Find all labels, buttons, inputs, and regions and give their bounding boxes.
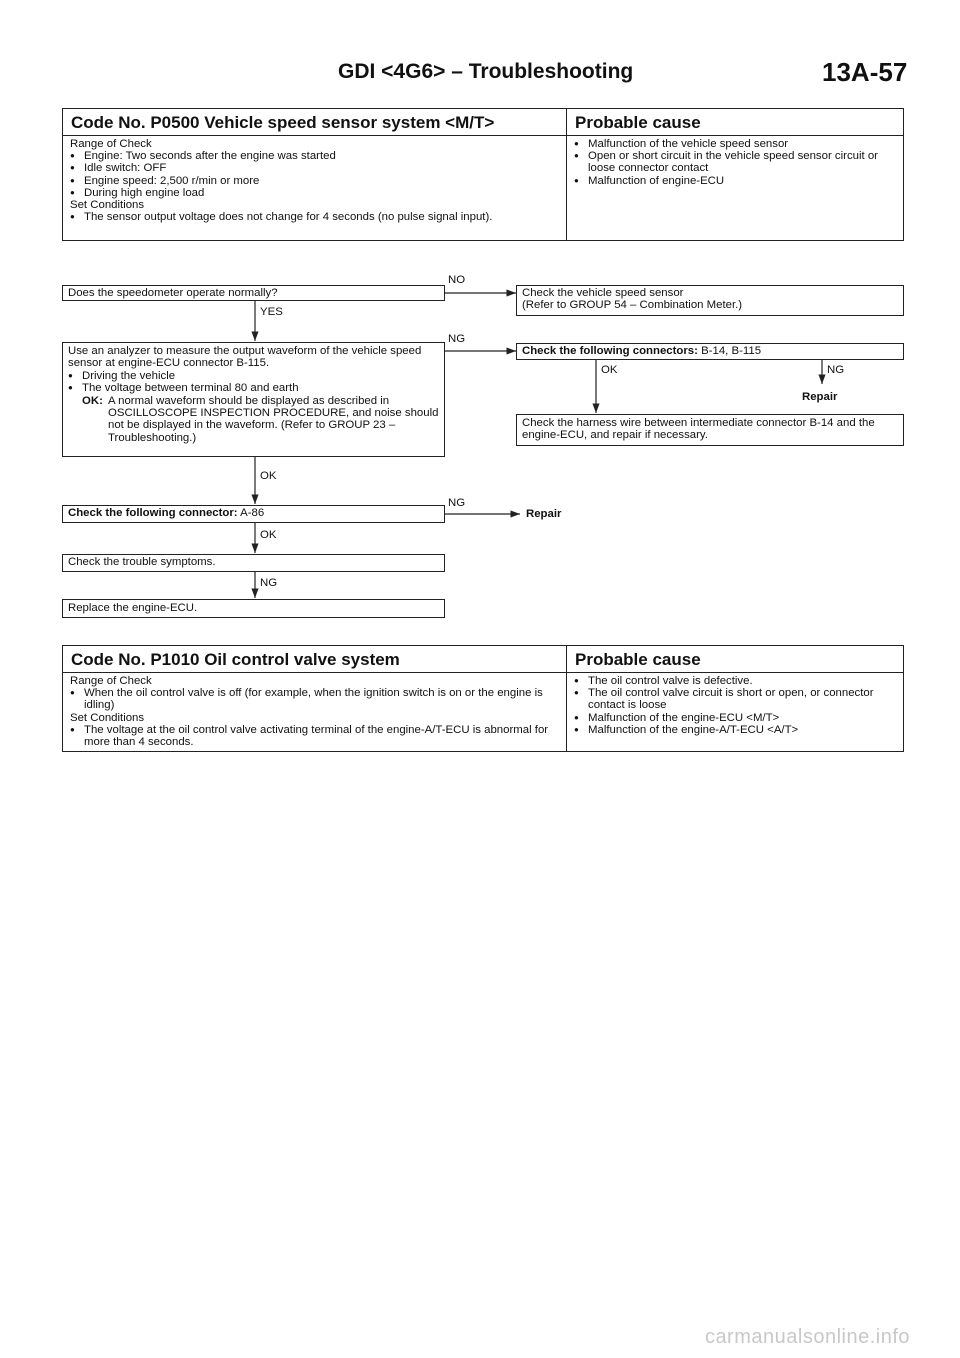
harness-box [516, 414, 904, 446]
cause-item: ● Open or short circuit in the vehicle speed sensor circuit or loose connector contact [574, 150, 896, 174]
ok-label: OK [260, 529, 277, 541]
connectors-label: Check the following connectors: [522, 345, 698, 357]
connectors-box [516, 343, 904, 360]
cause-item: ● The oil control valve is defective. [574, 675, 896, 687]
no-label: NO [448, 274, 466, 286]
analyzer-ok [82, 395, 439, 445]
trouble-box [62, 554, 445, 572]
p1010-causes [567, 673, 904, 752]
analyzer-ok-text: A normal waveform should be displayed as described in OSCILLOSCOPE INSPECTION PROCEDURE, and noise should not be displayed in the waveform. (Refer to GROUP 23 – Troubleshooting.) [108, 394, 439, 444]
ok-label: OK [601, 364, 618, 376]
cause-item: ● Malfunction of the engine-ECU <M/T> [574, 712, 896, 724]
analyzer-box [62, 342, 445, 457]
page-number: 13A-57 [822, 57, 908, 87]
harness-text: Check the harness wire between intermediate connector B-14 and the engine-ECU, and repair if necessary. [522, 417, 875, 442]
range-heading: Range of Check [70, 675, 152, 687]
p1010-probable-title: Probable cause [567, 646, 904, 673]
replace-box [62, 599, 445, 618]
connector-a86-value: A-86 [237, 507, 265, 519]
repair-label: Repair [802, 391, 838, 403]
cause-item: ● Malfunction of the engine-A/T-ECU <A/T> [574, 724, 896, 736]
set-item: ● The voltage at the oil control valve activating terminal of the engine-A/T-ECU is abnormal for more than 4 seconds. [70, 724, 559, 748]
repair-label: Repair [526, 508, 562, 520]
range-item: ● During high engine load [70, 187, 559, 199]
ng-label: NG [448, 497, 466, 509]
site-watermark: carmanualsonline.info [704, 1326, 910, 1348]
analyzer-item: ● Driving the vehicle [68, 370, 439, 382]
speed-sensor-box [516, 285, 904, 316]
q-speedometer-box [62, 285, 445, 301]
connectors-value: B-14, B-115 [697, 345, 762, 357]
p1010-title: Code No. P1010 Oil control valve system [63, 646, 567, 673]
range-item: ● Engine speed: 2,500 r/min or more [70, 175, 559, 187]
speed-sensor-line2: (Refer to GROUP 54 – Combination Meter.) [522, 299, 743, 312]
ng-label: NG [448, 333, 466, 345]
analyzer-intro: Use an analyzer to measure the output waveform of the vehicle speed sensor at engine-ECU connector B-115. [68, 345, 422, 370]
cause-item: ● Malfunction of engine-ECU [574, 175, 896, 187]
connector-a86-label: Check the following connector: [68, 507, 238, 519]
ok-label: OK [260, 470, 277, 482]
set-item: ● The sensor output voltage does not change for 4 seconds (no pulse signal input). [70, 211, 559, 223]
p0500-title: Code No. P0500 Vehicle speed sensor system <M/T> [63, 109, 567, 136]
range-item: ● When the oil control valve is off (for example, when the ignition switch is on or the engine is idling) [70, 687, 559, 711]
cause-item: ● The oil control valve circuit is short or open, or connector contact is loose [574, 687, 896, 711]
set-heading: Set Conditions [70, 199, 145, 212]
speed-sensor-line1: Check the vehicle speed sensor [522, 287, 684, 299]
p1010-table [62, 645, 904, 752]
range-heading: Range of Check [70, 138, 152, 150]
replace-text: Replace the engine-ECU. [68, 602, 198, 614]
set-heading: Set Conditions [70, 711, 145, 724]
p1010-conditions [63, 673, 567, 752]
range-item: ● Engine: Two seconds after the engine was started [70, 150, 559, 162]
connector-a86-box [62, 505, 445, 523]
trouble-text: Check the trouble symptoms. [68, 556, 216, 568]
ng-label: NG [827, 364, 845, 376]
analyzer-ok-label: OK: [82, 394, 103, 407]
q-speedometer-text: Does the speedometer operate normally? [68, 287, 278, 299]
analyzer-item: ● The voltage between terminal 80 and earth [68, 382, 439, 394]
yes-label: YES [260, 306, 283, 318]
range-item: ● Idle switch: OFF [70, 162, 559, 174]
ng-label: NG [260, 577, 278, 589]
page-header-title: GDI <4G6> – Troubleshooting [338, 60, 634, 83]
cause-item: ● Malfunction of the vehicle speed sensor [574, 138, 896, 150]
p0500-probable-title: Probable cause [567, 109, 904, 136]
